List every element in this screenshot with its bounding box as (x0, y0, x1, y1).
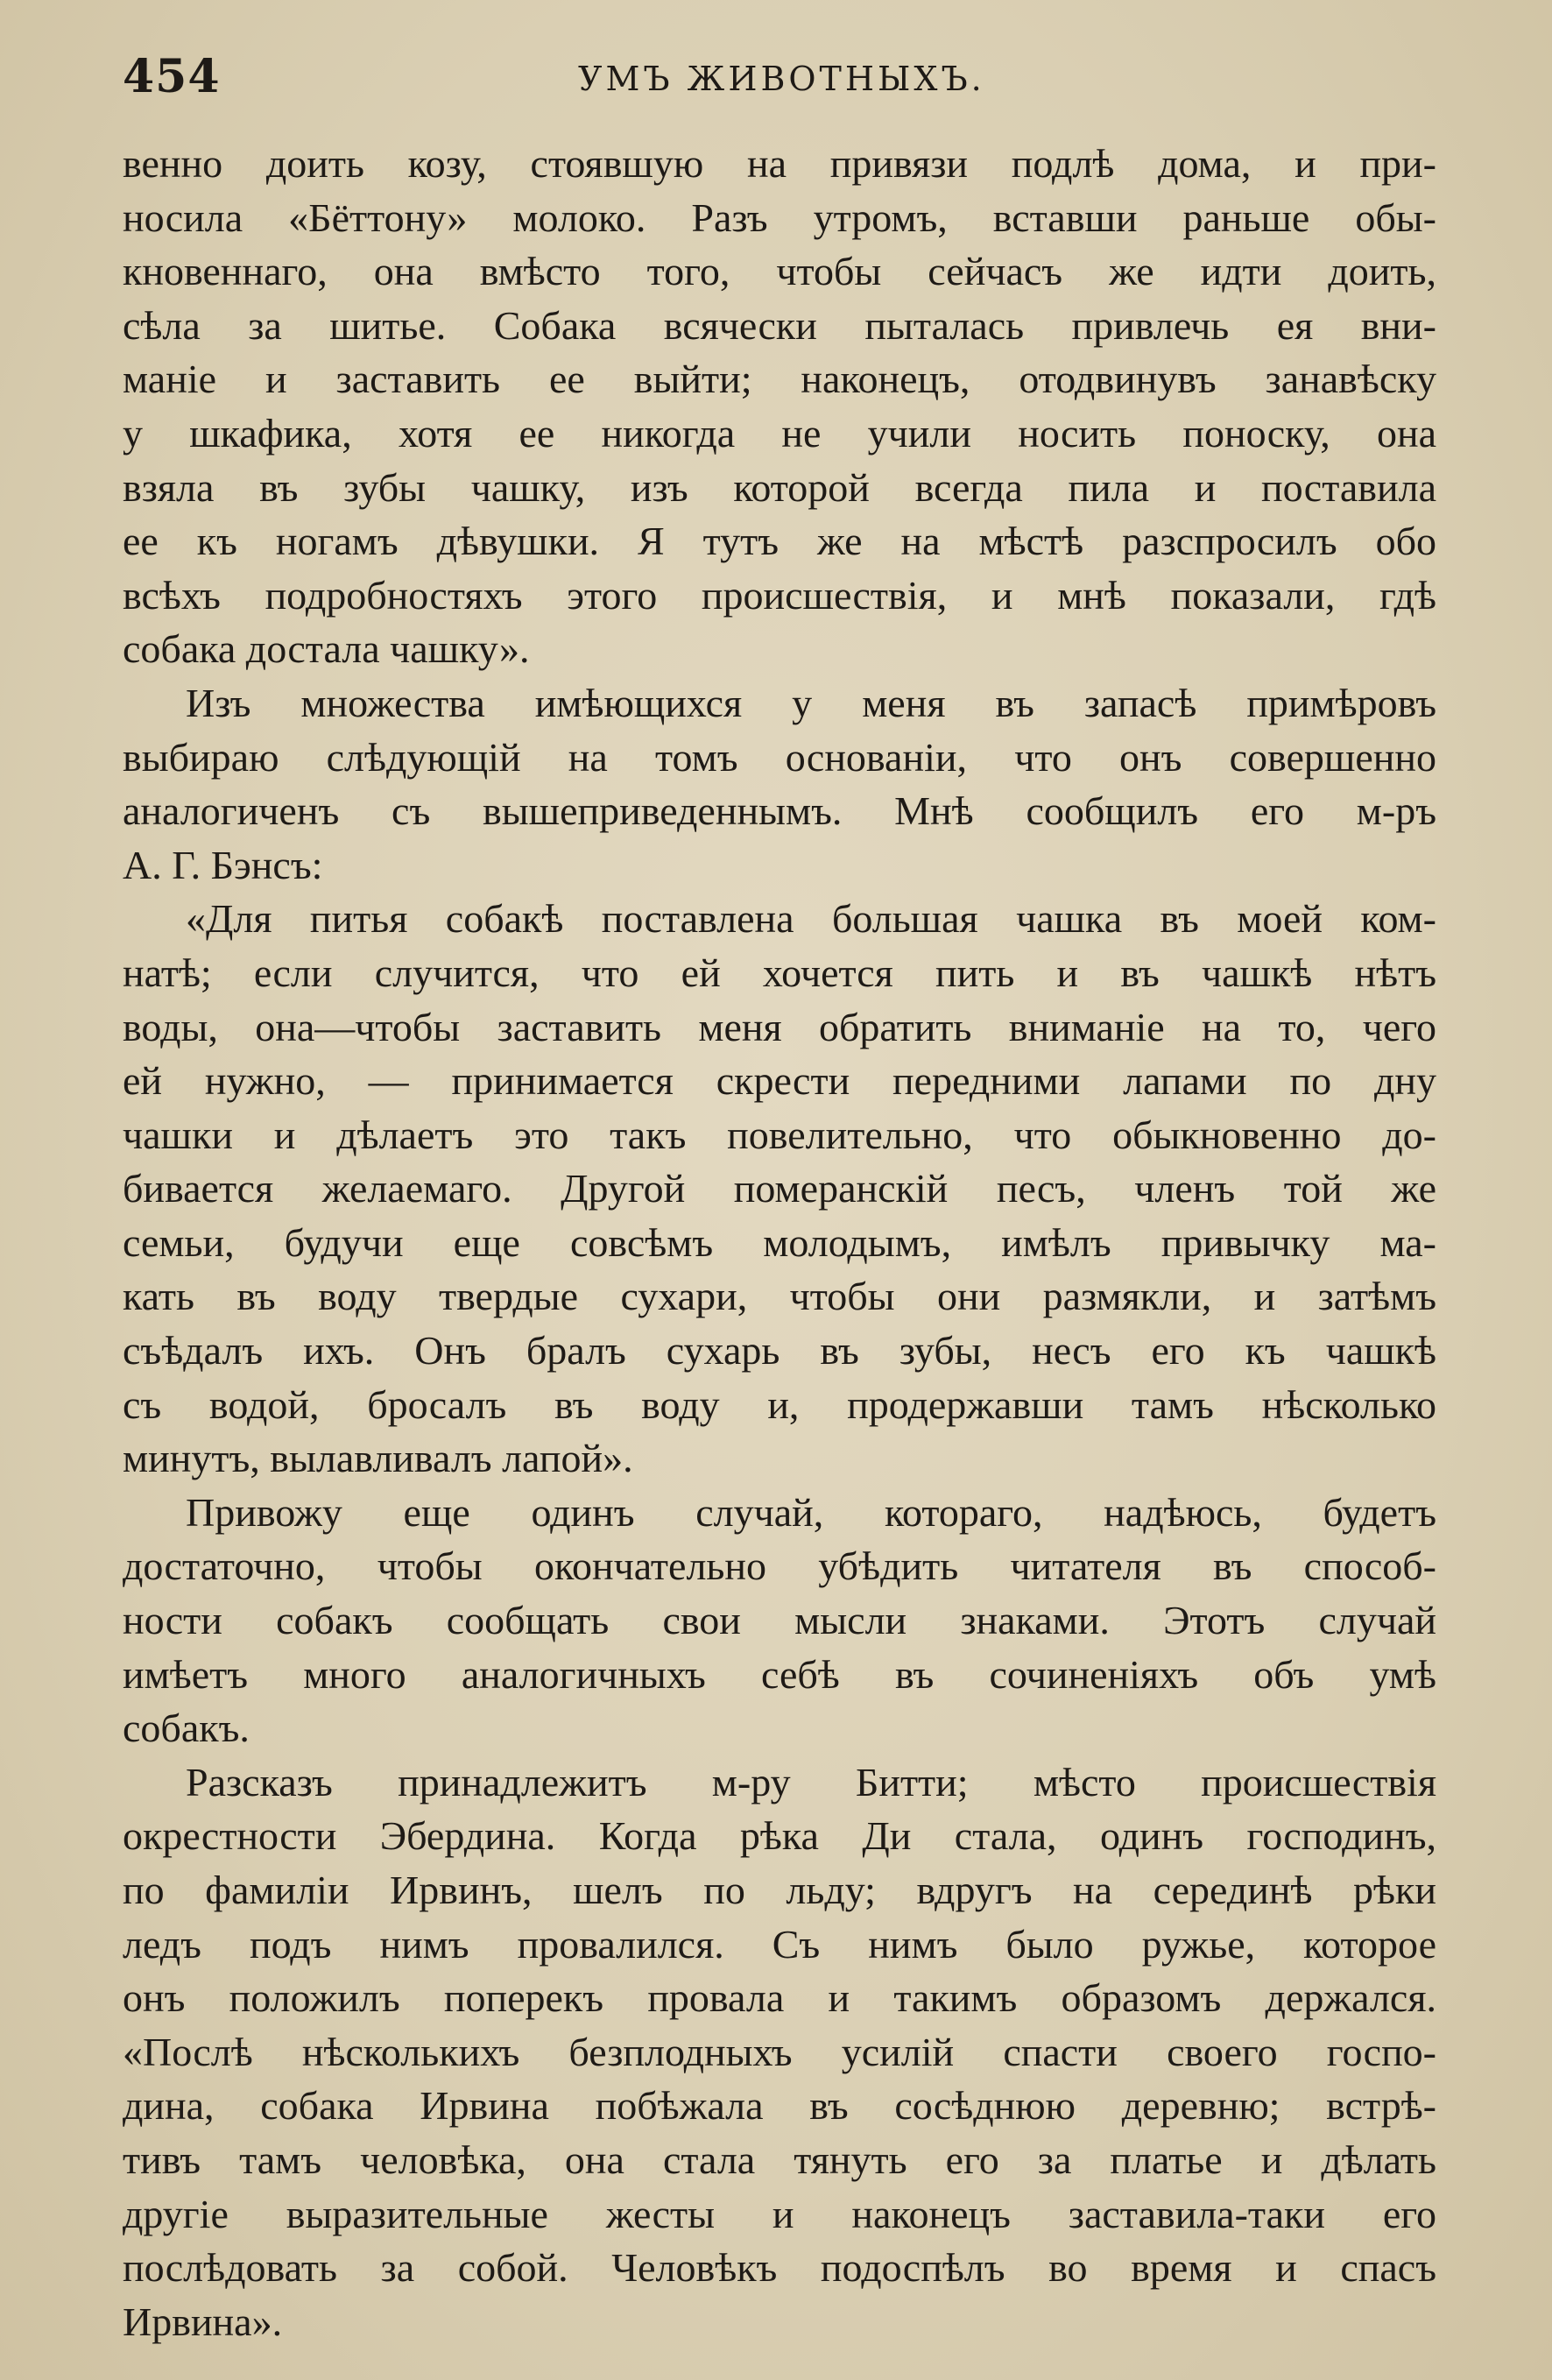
text-line: семьи, будучи еще совсѣмъ молодымъ, имѣлъ привычку ма- (123, 1219, 1436, 1265)
text-line: собака достала чашку». (123, 626, 530, 672)
text-line: всѣхъ подробностяхъ этого происшествія, и мнѣ показали, гдѣ (123, 572, 1436, 618)
text-line: носила «Бёттону» молоко. Разъ утромъ, вставши раньше обы- (123, 194, 1436, 240)
text-line: венно доить козу, стоявшую на привязи подлѣ дома, и при- (123, 141, 1436, 186)
text-line: А. Г. Бэнсъ: (123, 842, 323, 887)
text-line: другіе выразительные жесты и наконецъ заставила-таки его (123, 2191, 1436, 2236)
paragraph-1 (123, 137, 1436, 676)
text-line: воды, она—чтобы заставить меня обратить вниманіе на то, чего (123, 1004, 1436, 1049)
body-text (123, 137, 1436, 2348)
paragraph-3 (123, 892, 1436, 1486)
text-line: у шкафика, хотя ее никогда не учили носить поноску, она (123, 410, 1436, 456)
text-line: выбираю слѣдующій на томъ основаніи, что онъ совершенно (123, 734, 1436, 780)
text-line: «Послѣ нѣсколькихъ безплодныхъ усилій спасти своего госпо- (123, 2029, 1436, 2074)
text-line: Разсказъ принадлежитъ м-ру Битти; мѣсто происшествія (186, 1759, 1436, 1804)
text-line: минутъ, вылавливалъ лапой». (123, 1436, 633, 1481)
text-line: тивъ тамъ человѣка, она стала тянуть его за платье и дѣлать (123, 2136, 1436, 2182)
text-line: съѣдалъ ихъ. Онъ бралъ сухарь въ зубы, несъ его къ чашкѣ (123, 1328, 1436, 1374)
text-line: дина, собака Ирвина побѣжала въ сосѣднюю деревню; встрѣ- (123, 2083, 1436, 2129)
text-line: маніе и заставить ее выйти; наконецъ, отодвинувъ занавѣску (123, 357, 1436, 402)
text-line: аналогиченъ съ вышеприведеннымъ. Мнѣ сообщилъ его м-ръ (123, 788, 1436, 834)
text-line: бивается желаемаго. Другой померанскій песъ, членъ той же (123, 1166, 1436, 1211)
text-line: ледъ подъ нимъ провалился. Съ нимъ было ружье, которое (123, 1921, 1436, 1967)
text-line: Привожу еще одинъ случай, котораго, надѣюсь, будетъ (186, 1489, 1436, 1535)
text-line: кновеннаго, она вмѣсто того, чтобы сейчасъ же идти доить, (123, 249, 1436, 294)
text-line: сѣла за шитье. Собака всячески пыталась привлечь ея вни- (123, 302, 1436, 348)
text-line: Изъ множества имѣющихся у меня въ запасѣ примѣровъ (186, 680, 1436, 725)
text-line: ей нужно, — принимается скрести передними лапами по дну (123, 1058, 1436, 1104)
text-line: ее къ ногамъ дѣвушки. Я тутъ же на мѣстѣ разспросилъ обо (123, 519, 1436, 564)
text-line: окрестности Эбердина. Когда рѣка Ди стала, одинъ господинъ, (123, 1813, 1436, 1859)
text-line: онъ положилъ поперекъ провала и такимъ образомъ держался. (123, 1975, 1436, 2021)
text-line: послѣдовать за собой. Человѣкъ подоспѣлъ во время и спасъ (123, 2245, 1436, 2291)
page-number: 454 (123, 50, 221, 103)
text-line: имѣетъ много аналогичныхъ себѣ въ сочиненіяхъ объ умѣ (123, 1651, 1436, 1697)
text-line: «Для питья собакѣ поставлена большая чашка въ моей ком- (186, 896, 1436, 942)
paragraph-5 (123, 1755, 1436, 2349)
text-line: кать въ воду твердые сухари, чтобы они размякли, и затѣмъ (123, 1274, 1436, 1319)
running-title: УМЪ ЖИВОТНЫХЪ. (578, 60, 985, 98)
text-line: по фамиліи Ирвинъ, шелъ по льду; вдругъ на серединѣ рѣки (123, 1868, 1436, 1912)
text-line: достаточно, чтобы окончательно убѣдить читателя въ способ- (123, 1543, 1436, 1589)
text-line: натѣ; если случится, что ей хочется пить и въ чашкѣ нѣтъ (123, 950, 1436, 995)
text-line: взяла въ зубы чашку, изъ которой всегда пила и поставила (123, 464, 1436, 510)
paragraph-4 (123, 1486, 1436, 1755)
paragraph-2 (123, 676, 1436, 892)
text-line: Ирвина». (123, 2299, 283, 2344)
text-line: ности собакъ сообщать свои мысли знаками. Этотъ случай (123, 1598, 1436, 1643)
text-line: собакъ. (123, 1706, 250, 1751)
text-line: чашки и дѣлаетъ это такъ повелительно, что обыкновенно до- (123, 1112, 1436, 1157)
text-line: съ водой, бросалъ въ воду и, продержавши тамъ нѣсколько (123, 1381, 1436, 1427)
running-header (123, 51, 1436, 103)
